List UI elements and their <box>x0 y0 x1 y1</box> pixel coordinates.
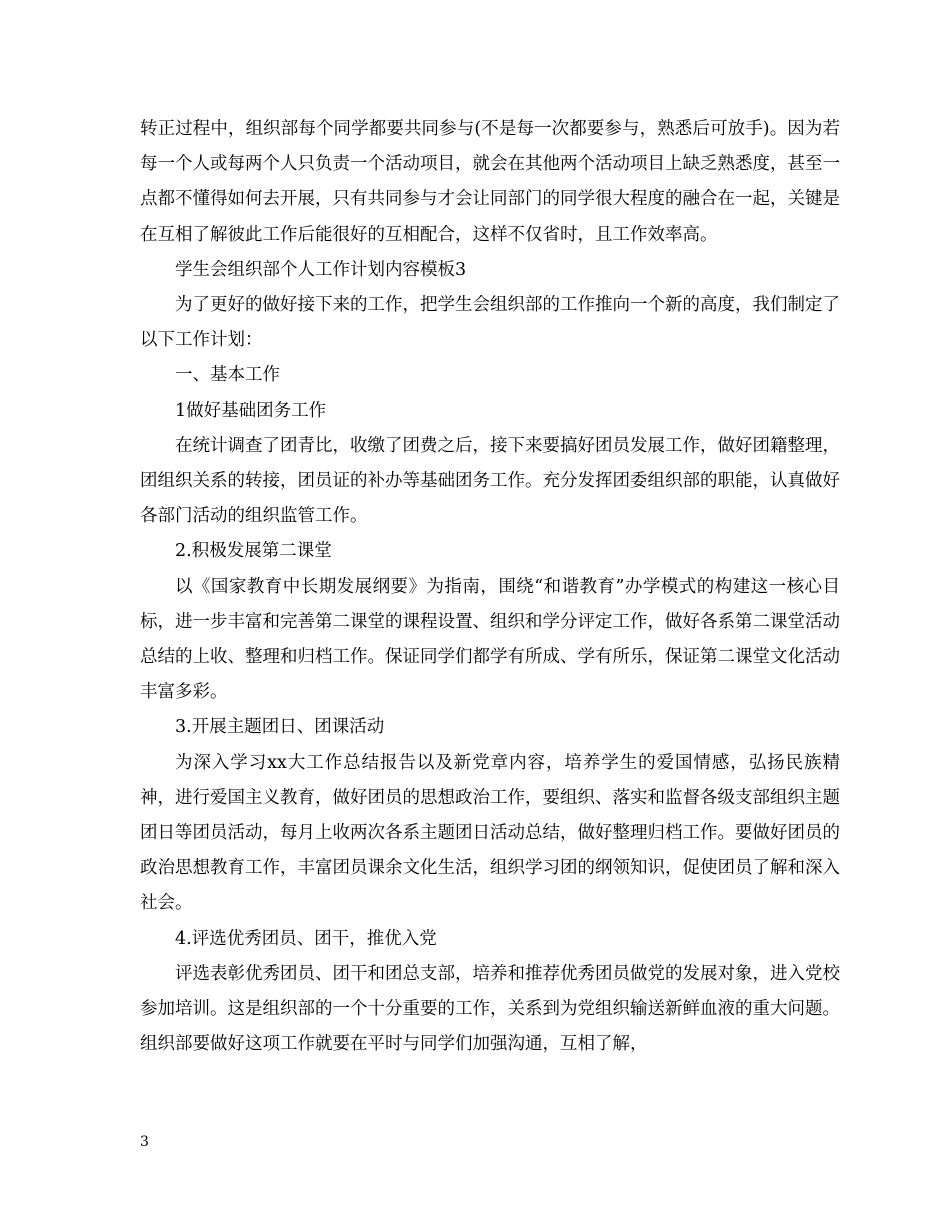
paragraph: 4.评选优秀团员、团干，推优入党 <box>175 928 437 949</box>
paragraph: 为深入学习xx大工作总结报告以及新党章内容，培养学生的爱国情感，弘扬民族精神，进行爱国主义教育，做好团员的思想政治工作，要组织、落实和监督各级支部组织主题团日等团员活动，每月上收两次各系主题团日活动总结，做好整理归档工作。要做好团员的政治思想教育工作，丰富团员课余文化生活，组织学习团的纲领知识，促使团员了解和深入社会。 <box>140 752 840 914</box>
paragraph: 以《国家教育中长期发展纲要》为指南，围绕“和谐教育”办学模式的构建这一核心目标，进一步丰富和完善第二课堂的课程设置、组织和学分评定工作，做好各系第二课堂活动总结的上收、整理和归档工作。保证同学们都学有所成、学有所乐，保证第二课堂文化活动丰富多彩。 <box>140 576 840 703</box>
page-number: 3 <box>140 1134 149 1150</box>
paragraph: 学生会组织部个人工作计划内容模板3 <box>175 259 467 280</box>
paragraph: 评选表彰优秀团员、团干和团总支部，培养和推荐优秀团员做党的发展对象，进入党校参加培训。这是组织部的一个十分重要的工作，关系到为党组织输送新鲜血液的重大问题。组织部要做好这项工作就要在平时与同学们加强沟通，互相了解， <box>140 963 840 1055</box>
paragraph: 1做好基础团务工作 <box>175 400 327 421</box>
paragraph: 一、基本工作 <box>175 365 280 386</box>
paragraph: 3.开展主题团日、团课活动 <box>175 717 385 738</box>
paragraph: 在统计调查了团青比，收缴了团费之后，接下来要搞好团员发展工作，做好团籍整理，团组织关系的转接，团员证的补办等基础团务工作。充分发挥团委组织部的职能，认真做好各部门活动的组织监管工作。 <box>140 435 840 527</box>
paragraph: 为了更好的做好接下来的工作，把学生会组织部的工作推向一个新的高度，我们制定了以下工作计划： <box>140 295 840 351</box>
paragraph: 转正过程中，组织部每个同学都要共同参与(不是每一次都要参与，熟悉后可放手)。因为若每一个人或每两个人只负责一个活动项目，就会在其他两个活动项目上缺乏熟悉度，甚至一点都不懂得如何去开展，只有共同参与才会让同部门的同学很大程度的融合在一起，关键是在互相了解彼此工作后能很好的互相配合，这样不仅省时，且工作效率高。 <box>140 119 840 245</box>
document-body <box>140 112 840 1062</box>
paragraph: 2.积极发展第二课堂 <box>175 541 332 562</box>
